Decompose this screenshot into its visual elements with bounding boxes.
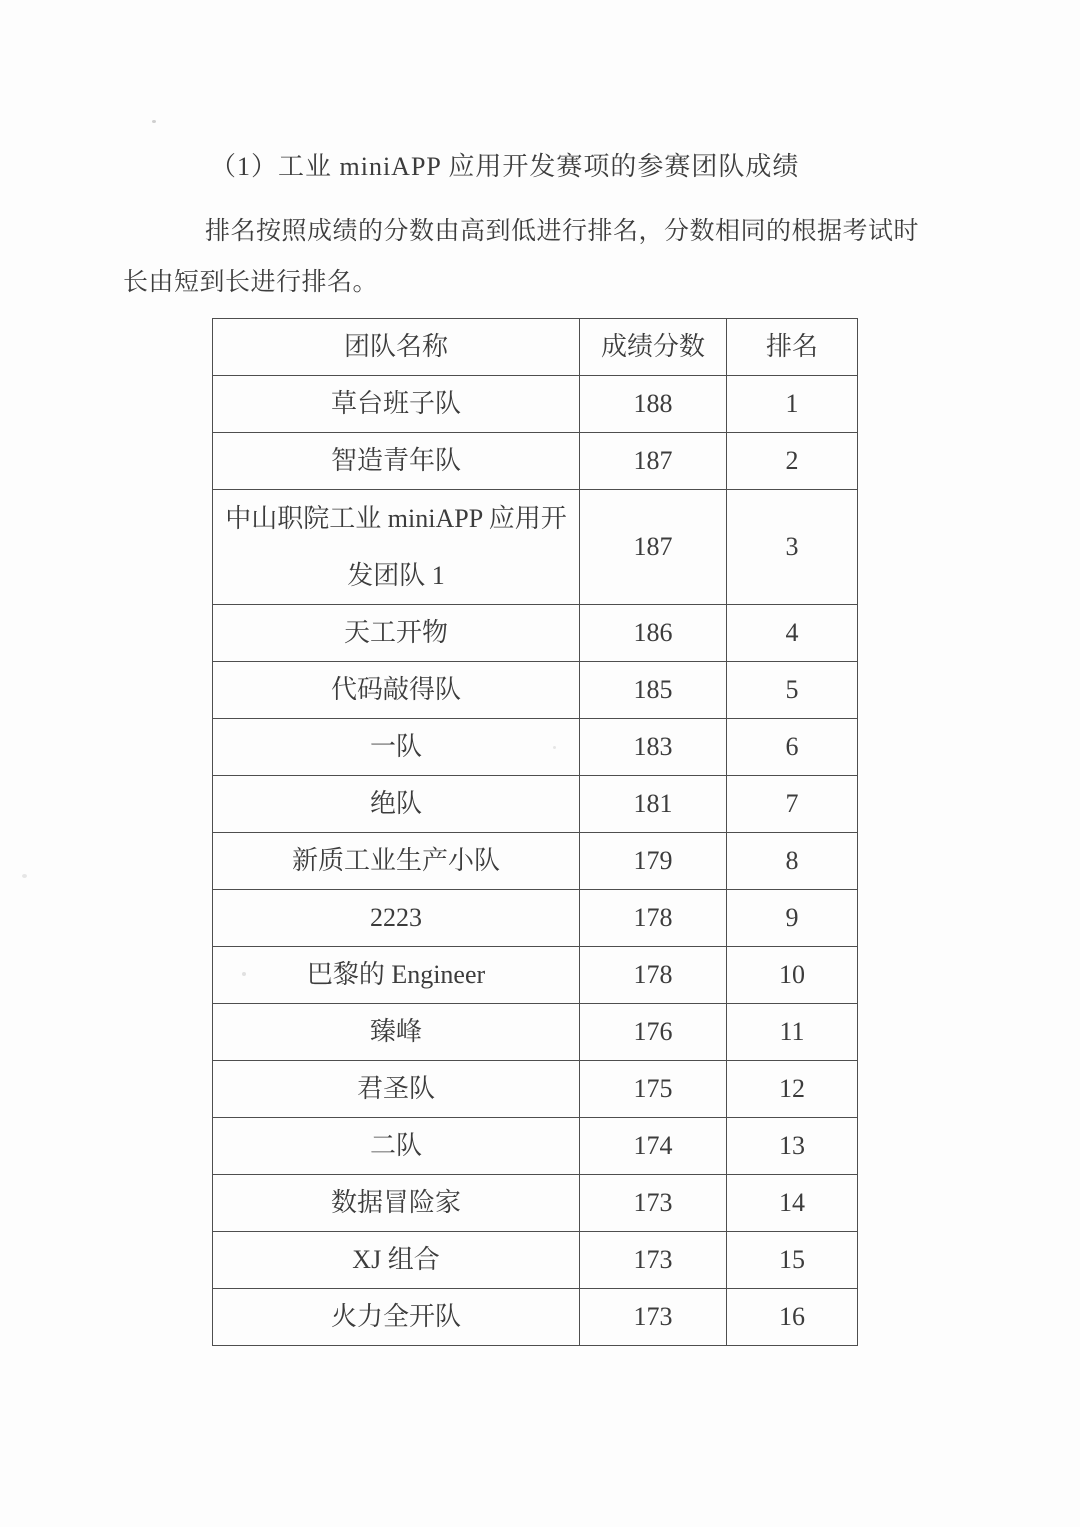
table-row <box>213 776 858 833</box>
score-cell: 175 <box>580 1061 727 1118</box>
team-name-cell: 君圣队 <box>213 1061 580 1118</box>
rank-cell: 3 <box>727 490 858 605</box>
rank-cell: 15 <box>727 1232 858 1289</box>
rank-cell: 11 <box>727 1004 858 1061</box>
score-cell: 178 <box>580 947 727 1004</box>
table-row <box>213 376 858 433</box>
team-name-cell: 天工开物 <box>213 605 580 662</box>
team-name-cell: 智造青年队 <box>213 433 580 490</box>
rank-cell: 10 <box>727 947 858 1004</box>
score-cell: 181 <box>580 776 727 833</box>
header-rank: 排名 <box>727 319 858 376</box>
team-name-cell: 代码敲得队 <box>213 662 580 719</box>
results-table <box>212 318 858 1346</box>
results-table-head <box>213 319 858 376</box>
table-row <box>213 1232 858 1289</box>
team-name-cell: 2223 <box>213 890 580 947</box>
table-row <box>213 433 858 490</box>
section-title: （1）工业 miniAPP 应用开发赛项的参赛团队成绩 <box>210 152 800 181</box>
score-cell: 183 <box>580 719 727 776</box>
score-cell: 186 <box>580 605 727 662</box>
team-name-cell: 巴黎的 Engineer <box>213 947 580 1004</box>
score-cell: 187 <box>580 433 727 490</box>
rank-cell: 6 <box>727 719 858 776</box>
scan-speck <box>152 120 156 123</box>
table-row <box>213 1175 858 1232</box>
team-name-cell: 臻峰 <box>213 1004 580 1061</box>
paragraph-line-2: 长由短到长进行排名。 <box>123 269 379 296</box>
rank-cell: 12 <box>727 1061 858 1118</box>
rank-cell: 16 <box>727 1289 858 1346</box>
header-team-name: 团队名称 <box>213 319 580 376</box>
score-cell: 173 <box>580 1175 727 1232</box>
team-name-cell: 草台班子队 <box>213 376 580 433</box>
team-name-cell: XJ 组合 <box>213 1232 580 1289</box>
header-score: 成绩分数 <box>580 319 727 376</box>
scan-speck <box>22 874 27 878</box>
table-row <box>213 1004 858 1061</box>
team-name-cell: 数据冒险家 <box>213 1175 580 1232</box>
header-row <box>213 319 858 376</box>
score-cell: 173 <box>580 1232 727 1289</box>
table-row <box>213 947 858 1004</box>
score-cell: 185 <box>580 662 727 719</box>
table-row <box>213 719 858 776</box>
team-name-cell: 火力全开队 <box>213 1289 580 1346</box>
score-cell: 176 <box>580 1004 727 1061</box>
rank-cell: 4 <box>727 605 858 662</box>
score-cell: 188 <box>580 376 727 433</box>
team-name-cell: 二队 <box>213 1118 580 1175</box>
team-name-cell: 一队 <box>213 719 580 776</box>
score-cell: 187 <box>580 490 727 605</box>
team-name-cell: 新质工业生产小队 <box>213 833 580 890</box>
table-row <box>213 890 858 947</box>
score-cell: 174 <box>580 1118 727 1175</box>
score-cell: 178 <box>580 890 727 947</box>
table-row <box>213 490 858 605</box>
rank-cell: 14 <box>727 1175 858 1232</box>
rank-cell: 5 <box>727 662 858 719</box>
rank-cell: 2 <box>727 433 858 490</box>
rank-cell: 1 <box>727 376 858 433</box>
table-row <box>213 605 858 662</box>
score-cell: 179 <box>580 833 727 890</box>
table-row <box>213 1289 858 1346</box>
rank-cell: 13 <box>727 1118 858 1175</box>
table-row <box>213 662 858 719</box>
table-row <box>213 1118 858 1175</box>
score-cell: 173 <box>580 1289 727 1346</box>
table-row <box>213 833 858 890</box>
team-name-cell: 绝队 <box>213 776 580 833</box>
paragraph-line-1: 排名按照成绩的分数由高到低进行排名，分数相同的根据考试时 <box>205 218 920 245</box>
table-row <box>213 1061 858 1118</box>
rank-cell: 7 <box>727 776 858 833</box>
rank-cell: 8 <box>727 833 858 890</box>
results-table-body <box>213 376 858 1346</box>
team-name-cell: 中山职院工业 miniAPP 应用开发团队 1 <box>213 490 580 605</box>
rank-cell: 9 <box>727 890 858 947</box>
